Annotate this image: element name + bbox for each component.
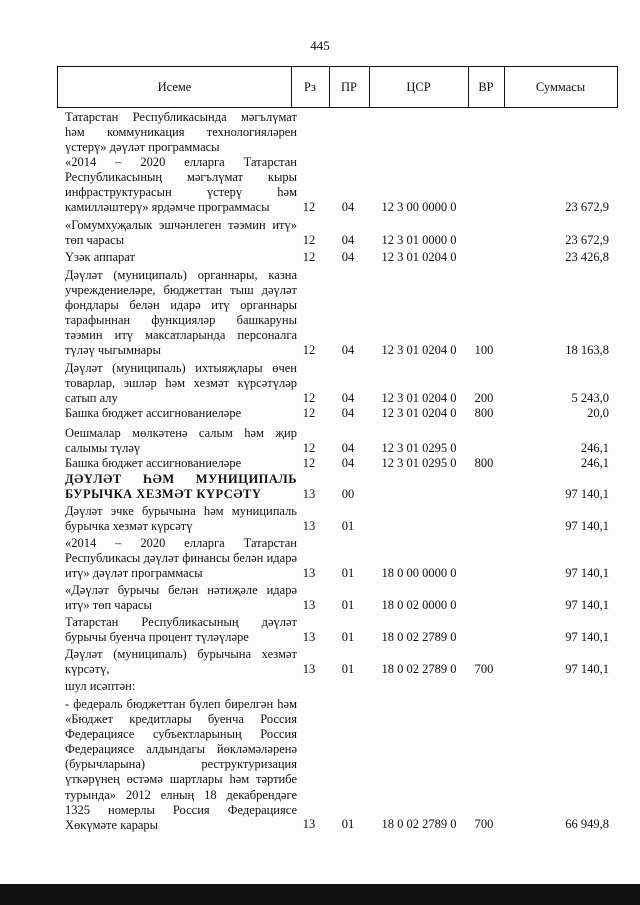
row-vr: 700	[474, 816, 494, 831]
row-sum: 66 949,8	[565, 816, 609, 831]
table-row	[57, 697, 618, 832]
row-pr: 04	[341, 232, 355, 247]
row-vr: 200	[474, 390, 494, 405]
row-csr: 12 3 01 0295 0	[381, 455, 457, 470]
row-sum: 97 140,1	[565, 565, 609, 580]
row-pr: 01	[341, 597, 355, 612]
row-rz: 13	[302, 629, 316, 644]
table-row	[57, 536, 618, 581]
row-name: «Гомумхуҗалык эшчәнлеген тәэмин итү» төп чарасы	[65, 218, 297, 248]
row-sum: 246,1	[580, 440, 609, 455]
row-name: Оешмалар мөлкәтенә салым һәм җир салымы түләү	[65, 426, 297, 456]
table-header	[57, 66, 618, 108]
row-pr: 01	[341, 816, 355, 831]
row-rz: 12	[302, 405, 316, 420]
table-row	[57, 647, 618, 677]
table-row	[57, 268, 618, 358]
row-name: ДӘҮЛӘТ ҺӘМ МУНИЦИПАЛЬ БУРЫЧКА ХЕЗМӘТ КҮРСӘТҮ	[65, 472, 297, 502]
table-row	[57, 456, 618, 471]
row-sum: 23 426,8	[565, 249, 609, 264]
table-row	[57, 361, 618, 406]
table-row	[57, 218, 618, 248]
row-vr: 100	[474, 342, 494, 357]
row-sum: 97 140,1	[565, 597, 609, 612]
table-row	[57, 250, 618, 265]
row-vr: 800	[474, 455, 494, 470]
row-pr: 04	[341, 455, 355, 470]
row-sum: 246,1	[580, 455, 609, 470]
row-pr: 04	[341, 249, 355, 264]
row-csr: 12 3 01 0204 0	[381, 342, 457, 357]
row-rz: 13	[302, 518, 316, 533]
row-csr: 18 0 02 0000 0	[381, 597, 457, 612]
header-sum: Суммасы	[535, 80, 586, 94]
row-rz: 12	[302, 342, 316, 357]
row-name: Үзәк аппарат	[65, 250, 135, 264]
row-csr: 12 3 01 0000 0	[381, 232, 457, 247]
row-pr: 04	[341, 390, 355, 405]
scan-edge-bar	[0, 884, 640, 905]
row-csr: 12 3 00 0000 0	[381, 199, 457, 214]
row-pr: 01	[341, 661, 355, 676]
table-row	[57, 110, 618, 155]
row-vr: 700	[474, 661, 494, 676]
row-name: «Дәүләт бурычы белән нәтиҗәле идарә итү» төп чарасы	[65, 583, 297, 613]
row-name: Татарстан Республикасының дәүләт бурычы буенча процент түләүләре	[65, 615, 297, 645]
row-name: Дәүләт эчке бурычына һәм муниципаль бурычка хезмәт күрсәтү	[65, 504, 297, 534]
row-csr: 18 0 00 0000 0	[381, 565, 457, 580]
row-sum: 97 140,1	[565, 629, 609, 644]
row-csr: 18 0 02 2789 0	[381, 816, 457, 831]
row-sum: 23 672,9	[565, 199, 609, 214]
table-row	[57, 679, 618, 694]
row-pr: 04	[341, 440, 355, 455]
row-csr: 12 3 01 0204 0	[381, 390, 457, 405]
row-pr: 01	[341, 629, 355, 644]
row-csr: 12 3 01 0204 0	[381, 249, 457, 264]
row-pr: 04	[341, 405, 355, 420]
row-sum: 5 243,0	[571, 390, 609, 405]
row-sum: 18 163,8	[565, 342, 609, 357]
row-sum: 97 140,1	[565, 661, 609, 676]
header-csr: ЦСР	[406, 80, 431, 94]
header-name: Исеме	[157, 80, 192, 94]
row-csr: 12 3 01 0204 0	[381, 405, 457, 420]
table-row	[57, 583, 618, 613]
row-rz: 13	[302, 565, 316, 580]
table-row	[57, 426, 618, 456]
page-number: 445	[310, 38, 330, 53]
row-rz: 13	[302, 597, 316, 612]
row-name: - федераль бюджеттан бүлеп бирелгән һәм «Бюджет кредитлары буенча Россия Федерациясе субъектларының Россия Федерациясе алдындагы йөкләмәләренә (бурычларына) реструктуризация үткәрүнең өстәмә шартлары һәм тәртибе турында» 2012 елның 18 декабрендәге 1325 номерлы Россия Федерациясе Хөкүмәте карары	[65, 697, 297, 832]
row-pr: 01	[341, 565, 355, 580]
table-row	[57, 615, 618, 645]
row-name: Башка бюджет ассигнованиеләре	[65, 456, 242, 470]
row-vr: 800	[474, 405, 494, 420]
row-csr: 12 3 01 0295 0	[381, 440, 457, 455]
row-rz: 12	[302, 390, 316, 405]
table-row	[57, 155, 618, 215]
table-row	[57, 406, 618, 421]
row-name: Дәүләт (муниципаль) органнары, казна учреждениеләре, бюджеттан тыш дәүләт фондлары белән идарә итү органнары тарафыннан функцияләр башкаруны тәэмин итү максатларында персоналга түләү чыгымнары	[65, 268, 297, 358]
row-rz: 12	[302, 199, 316, 214]
row-csr: 18 0 02 2789 0	[381, 629, 457, 644]
table-row	[57, 504, 618, 534]
row-name: Башка бюджет ассигнованиеләре	[65, 406, 242, 420]
row-rz: 13	[302, 661, 316, 676]
row-rz: 12	[302, 440, 316, 455]
row-name: «2014 – 2020 елларга Татарстан Республикасының мәгълүмат кыры инфраструктурасын үстерү һәм камилләштерү» ярдәмче программасы	[65, 155, 297, 215]
row-name: «2014 – 2020 елларга Татарстан Республикасы дәүләт финансы белән идарә итү» дәүләт программасы	[65, 536, 297, 581]
header-rz: Рз	[304, 80, 316, 94]
row-name: шул исәптән:	[65, 679, 136, 693]
row-pr: 04	[341, 199, 355, 214]
header-pr: ПР	[341, 80, 357, 94]
row-rz: 13	[302, 486, 316, 501]
row-name: Татарстан Республикасында мәгълүмат һәм коммуникация технологияләрен үстерү» дәүләт программасы	[65, 110, 297, 155]
row-name: Дәүләт (муниципаль) бурычына хезмәт күрсәтү,	[65, 647, 297, 677]
row-rz: 12	[302, 232, 316, 247]
table-row	[57, 472, 618, 502]
row-pr: 01	[341, 518, 355, 533]
row-rz: 13	[302, 816, 316, 831]
row-pr: 00	[341, 486, 355, 501]
row-pr: 04	[341, 342, 355, 357]
row-csr: 18 0 02 2789 0	[381, 661, 457, 676]
row-sum: 20,0	[587, 405, 609, 420]
header-vr: ВР	[478, 80, 494, 94]
row-sum: 97 140,1	[565, 518, 609, 533]
row-sum: 97 140,1	[565, 486, 609, 501]
row-name: Дәүләт (муниципаль) ихтыяҗлары өчен товарлар, эшләр һәм хезмәт күрсәтүләр сатып алу	[65, 361, 297, 406]
row-rz: 12	[302, 455, 316, 470]
row-sum: 23 672,9	[565, 232, 609, 247]
row-rz: 12	[302, 249, 316, 264]
